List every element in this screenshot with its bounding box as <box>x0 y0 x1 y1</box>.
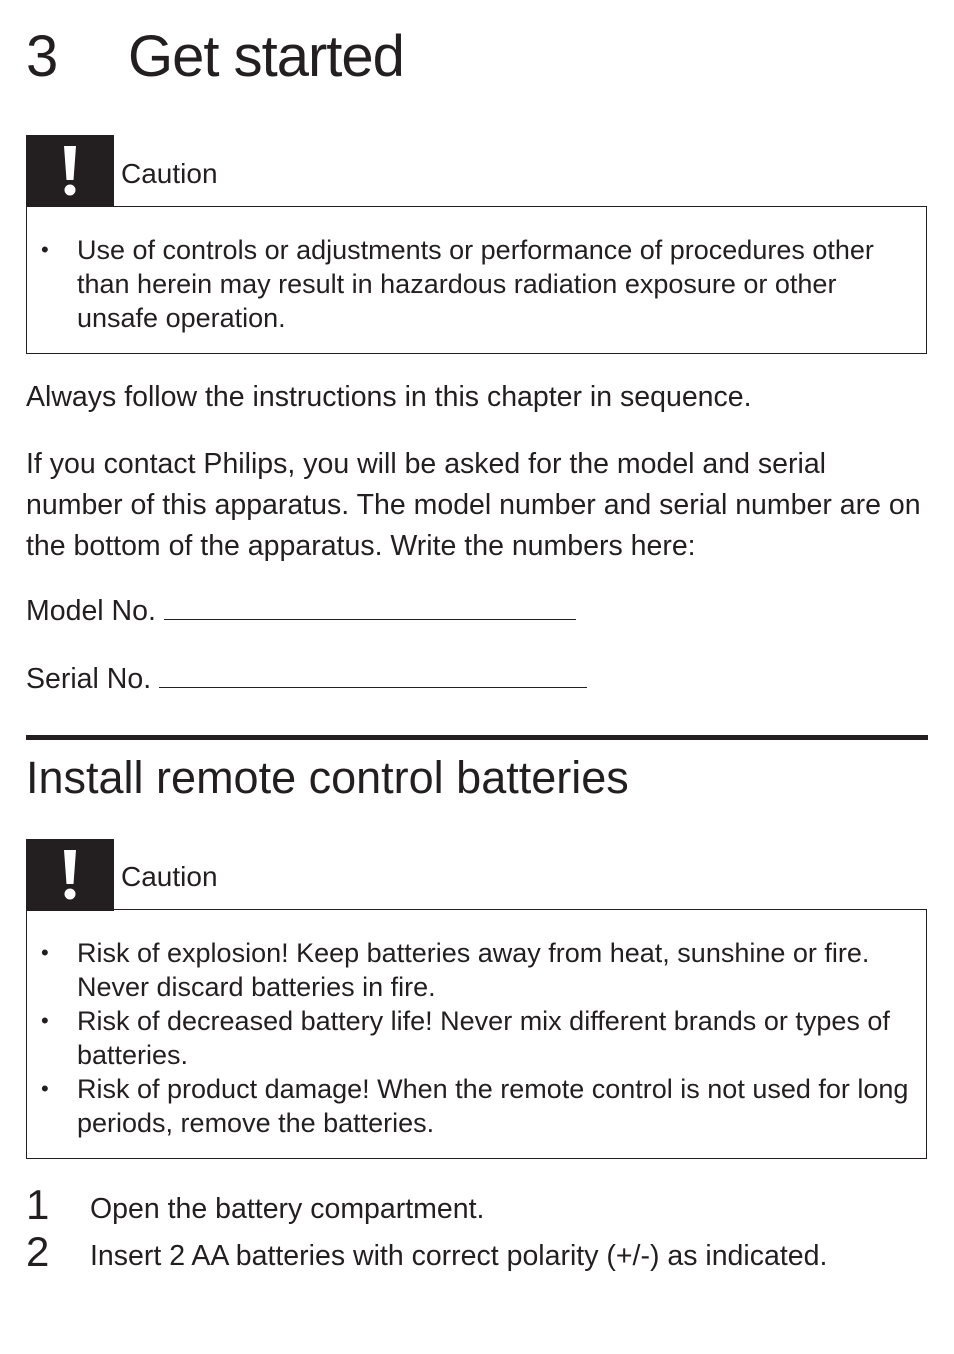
chapter-title: Get started <box>128 24 404 89</box>
caution-tab <box>26 839 114 911</box>
exclamation-icon <box>58 144 82 198</box>
bullet-dot: • <box>41 237 49 262</box>
serial-number-field <box>26 661 587 697</box>
bullet-dot: • <box>41 1008 49 1033</box>
step-text: Insert 2 AA batteries with correct polarity (+/-) as indicated. <box>90 1240 828 1272</box>
section-title: Install remote control batteries <box>26 752 629 803</box>
step-number: 2 <box>26 1228 50 1275</box>
caution-item-text: Risk of decreased battery life! Never mix different brands or types of batteries. <box>77 1006 890 1070</box>
model-number-blank <box>164 597 576 620</box>
caution-item <box>33 936 913 1004</box>
caution-tab <box>26 135 114 207</box>
serial-number-label: Serial No. <box>26 663 152 695</box>
step-number: 1 <box>26 1181 50 1228</box>
step-item <box>26 1230 946 1277</box>
caution-item <box>33 1004 913 1072</box>
serial-number-blank <box>159 665 587 688</box>
caution-item-text: Risk of explosion! Keep batteries away from heat, sunshine or fire. Never discard batteries in fire. <box>77 938 870 1002</box>
bullet-dot: • <box>41 1076 49 1101</box>
bullet-dot: • <box>41 940 49 965</box>
step-item <box>26 1183 946 1230</box>
caution-box <box>26 206 927 354</box>
exclamation-icon <box>58 848 82 902</box>
caution-box <box>26 909 927 1159</box>
model-number-label: Model No. <box>26 595 156 627</box>
caution-item-text: Risk of product damage! When the remote control is not used for long periods, remove the batteries. <box>77 1074 909 1138</box>
chapter-number: 3 <box>26 24 58 89</box>
caution-label: Caution <box>121 158 218 189</box>
step-list <box>26 1183 946 1277</box>
caution-list <box>33 936 913 1140</box>
caution-item <box>33 1072 913 1140</box>
step-text: Open the battery compartment. <box>90 1193 485 1225</box>
model-number-field <box>26 593 576 629</box>
caution-list <box>33 233 913 335</box>
caution-label: Caution <box>121 861 218 892</box>
caution-item <box>33 233 913 335</box>
intro-paragraph-1: Always follow the instructions in this chapter in sequence. <box>26 381 752 413</box>
caution-item-text: Use of controls or adjustments or performance of procedures other than herein may result in hazardous radiation exposure or other unsafe operation. <box>77 235 874 333</box>
section-rule <box>26 735 928 740</box>
intro-paragraph-2: If you contact Philips, you will be asked for the model and serial number of this apparatus. The model number and serial number are on the bottom of the apparatus. Write the numbers here: <box>26 448 921 562</box>
